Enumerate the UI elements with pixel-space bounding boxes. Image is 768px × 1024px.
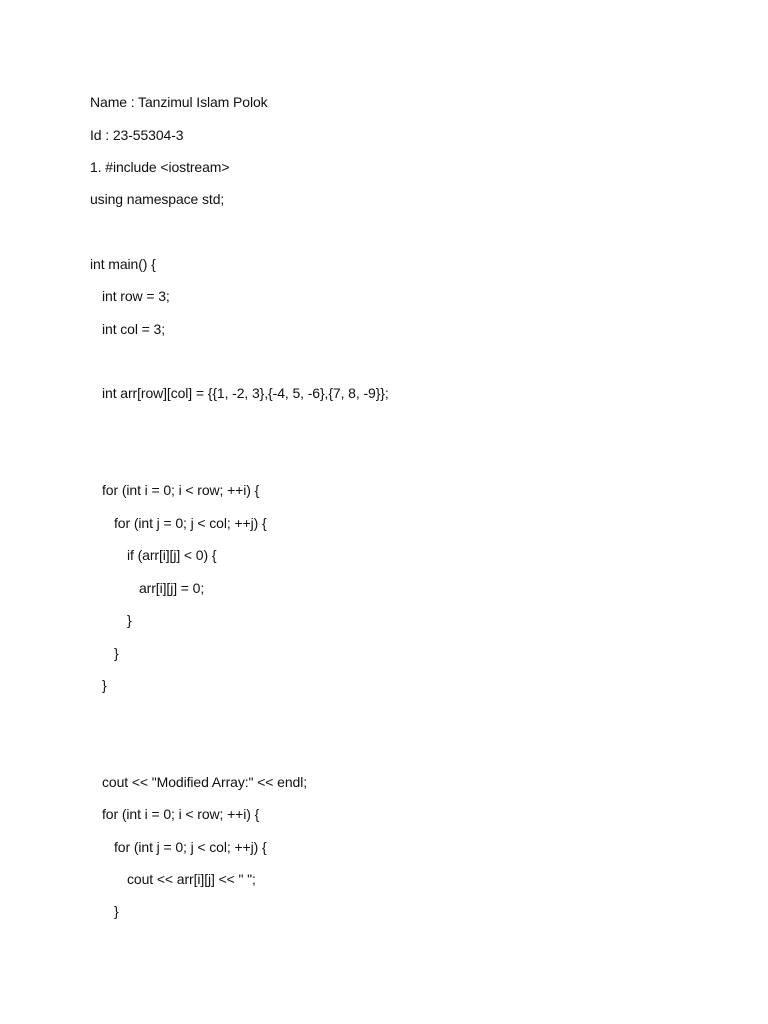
student-id: Id : 23-55304-3 [90, 127, 184, 143]
code-line: for (int i = 0; i < row; ++i) { [102, 482, 260, 498]
code-line: } [114, 903, 119, 919]
code-line: int col = 3; [102, 321, 166, 337]
code-line: using namespace std; [90, 191, 225, 207]
code-line: if (arr[i][j] < 0) { [127, 547, 217, 563]
code-line: int main() { [90, 256, 156, 272]
code-line: } [127, 612, 132, 628]
code-line: for (int j = 0; j < col; ++j) { [114, 839, 267, 855]
code-line: for (int j = 0; j < col; ++j) { [114, 515, 267, 531]
code-line: int row = 3; [102, 288, 170, 304]
code-line: } [102, 677, 107, 693]
code-line: arr[i][j] = 0; [139, 580, 205, 596]
code-line: } [114, 645, 119, 661]
code-line: cout << arr[i][j] << " "; [127, 871, 256, 887]
code-line: 1. #include <iostream> [90, 159, 230, 175]
code-line: int arr[row][col] = {{1, -2, 3},{-4, 5, -6},{7, 8, -9}}; [102, 385, 389, 401]
code-line: for (int i = 0; i < row; ++i) { [102, 806, 260, 822]
code-line: cout << "Modified Array:" << endl; [102, 774, 307, 790]
student-name: Name : Tanzimul Islam Polok [90, 94, 268, 110]
